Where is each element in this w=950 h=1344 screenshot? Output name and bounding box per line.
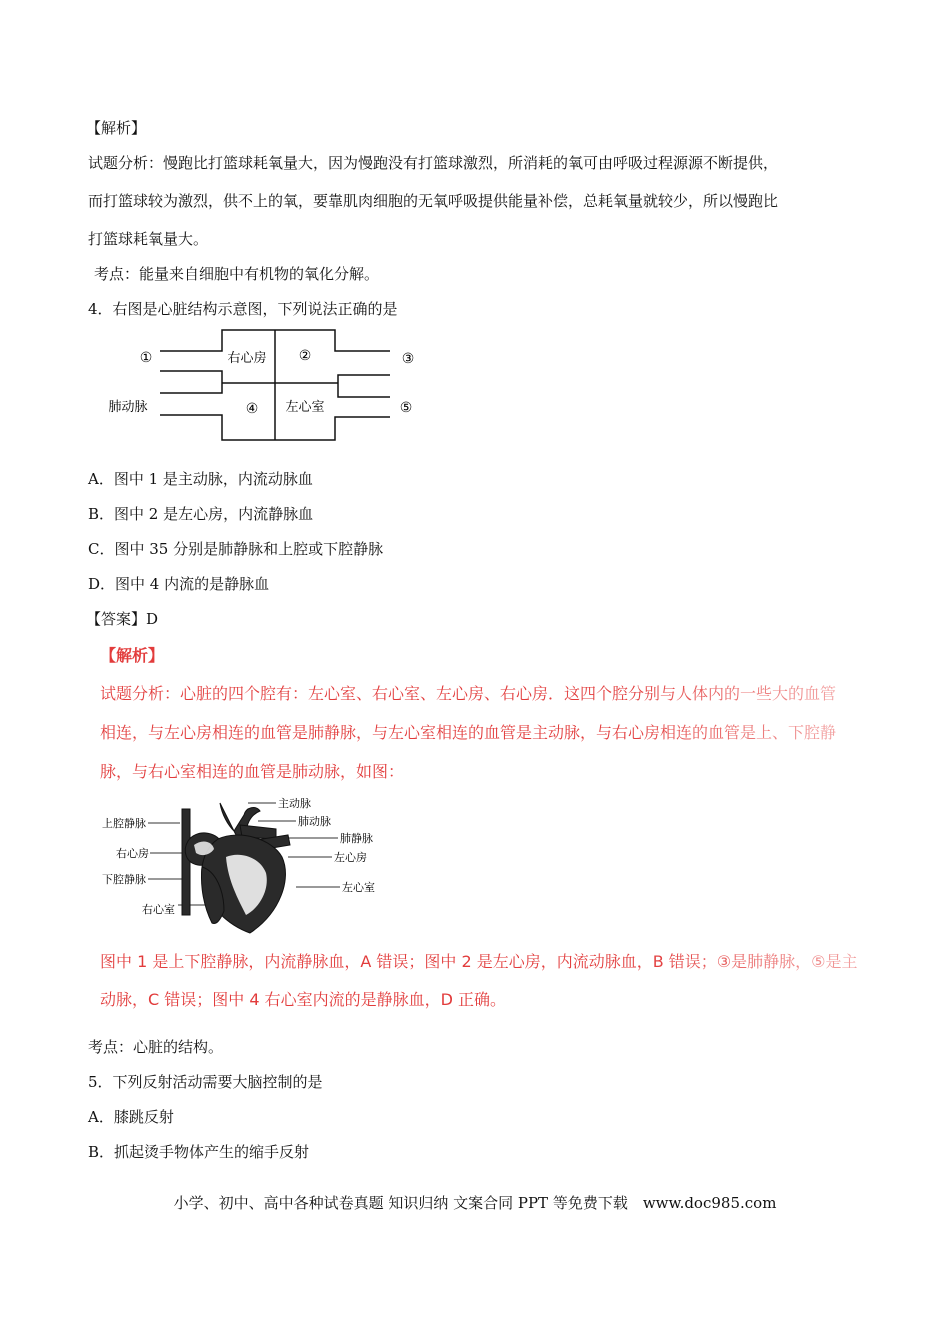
conclusion-line-1: 图中 1 是上下腔静脉，内流静脉血，A 错误；图中 2 是左心房，内流动脉血，B 错误；③是肺静脉，⑤是主 <box>100 952 858 971</box>
analysis-header: 【解析】 <box>86 119 147 137</box>
fig-label-inferior-vena-cava: 下腔静脉 <box>102 873 146 886</box>
fig-label-aorta: 主动脉 <box>278 797 311 810</box>
analysis-2-line-2: 相连，与左心房相连的血管是肺静脉，与左心室相连的血管是主动脉，与右心房相连的血管是上、下腔静 <box>100 723 837 742</box>
question-5-stem: 5．下列反射活动需要大脑控制的是 <box>88 1073 323 1091</box>
page-footer: 小学、初中、高中各种试卷真题 知识归纳 文案合同 PPT 等免费下载 www.doc985.com <box>173 1194 777 1212</box>
option-b: B．图中 2 是左心房，内流静脉血 <box>88 505 314 523</box>
analysis-line-1: 试题分析：慢跑比打篮球耗氧量大，因为慢跑没有打篮球激烈，所消耗的氧可由呼吸过程源源不断提供， <box>88 154 779 172</box>
option-d: D．图中 4 内流的是静脉血 <box>88 575 270 593</box>
label-left-ventricle: 左心室 <box>285 400 325 415</box>
analysis-line-2: 而打篮球较为激烈，供不上的氧，要靠肌肉细胞的无氧呼吸提供能量补偿，总耗氧量就较少，所以慢跑比 <box>88 192 779 210</box>
question-4-stem: 4．右图是心脏结构示意图，下列说法正确的是 <box>88 300 398 318</box>
fig-label-left-ventricle: 左心室 <box>342 881 375 894</box>
analysis-2-header: 【解析】 <box>100 646 165 665</box>
kaodian-2: 考点：心脏的结构。 <box>88 1038 224 1056</box>
answer: 【答案】D <box>86 610 159 628</box>
analysis-line-3: 打篮球耗氧量大。 <box>88 230 209 248</box>
fig-label-pulmonary-artery: 肺动脉 <box>298 815 331 828</box>
option-a: A．图中 1 是主动脉，内流动脉血 <box>88 470 313 488</box>
conclusion-line-2: 动脉，C 错误；图中 4 右心室内流的是静脉血，D 正确。 <box>100 990 507 1009</box>
fig-label-right-ventricle: 右心室 <box>142 903 175 916</box>
option-c: C．图中 35 分别是肺静脉和上腔或下腔静脉 <box>88 540 384 558</box>
q5-option-b: B．抓起烫手物体产生的缩手反射 <box>88 1143 310 1161</box>
fig-label-superior-vena-cava: 上腔静脉 <box>102 817 146 830</box>
label-4: ④ <box>245 401 259 417</box>
fig-label-right-atrium: 右心房 <box>116 847 149 860</box>
fig-label-pulmonary-vein: 肺静脉 <box>340 832 373 845</box>
label-1: ① <box>139 350 153 366</box>
label-pulmonary-artery: 肺动脉 <box>108 400 148 415</box>
heart-structure-diagram <box>100 325 430 445</box>
kaodian-1: 考点：能量来自细胞中有机物的氧化分解。 <box>94 265 380 283</box>
fig-label-left-atrium: 左心房 <box>334 851 367 864</box>
q5-option-a: A．膝跳反射 <box>88 1108 174 1126</box>
label-right-atrium: 右心房 <box>227 351 267 366</box>
analysis-2-line-3: 脉，与右心室相连的血管是肺动脉，如图： <box>100 762 405 781</box>
heart-anatomy-figure <box>100 795 400 940</box>
label-2: ② <box>298 348 312 364</box>
analysis-2-line-1: 试题分析：心脏的四个腔有：左心室、右心室、左心房、右心房．这四个腔分别与人体内的一些大的血管 <box>100 684 837 703</box>
label-5: ⑤ <box>399 400 413 416</box>
label-3: ③ <box>401 351 415 367</box>
